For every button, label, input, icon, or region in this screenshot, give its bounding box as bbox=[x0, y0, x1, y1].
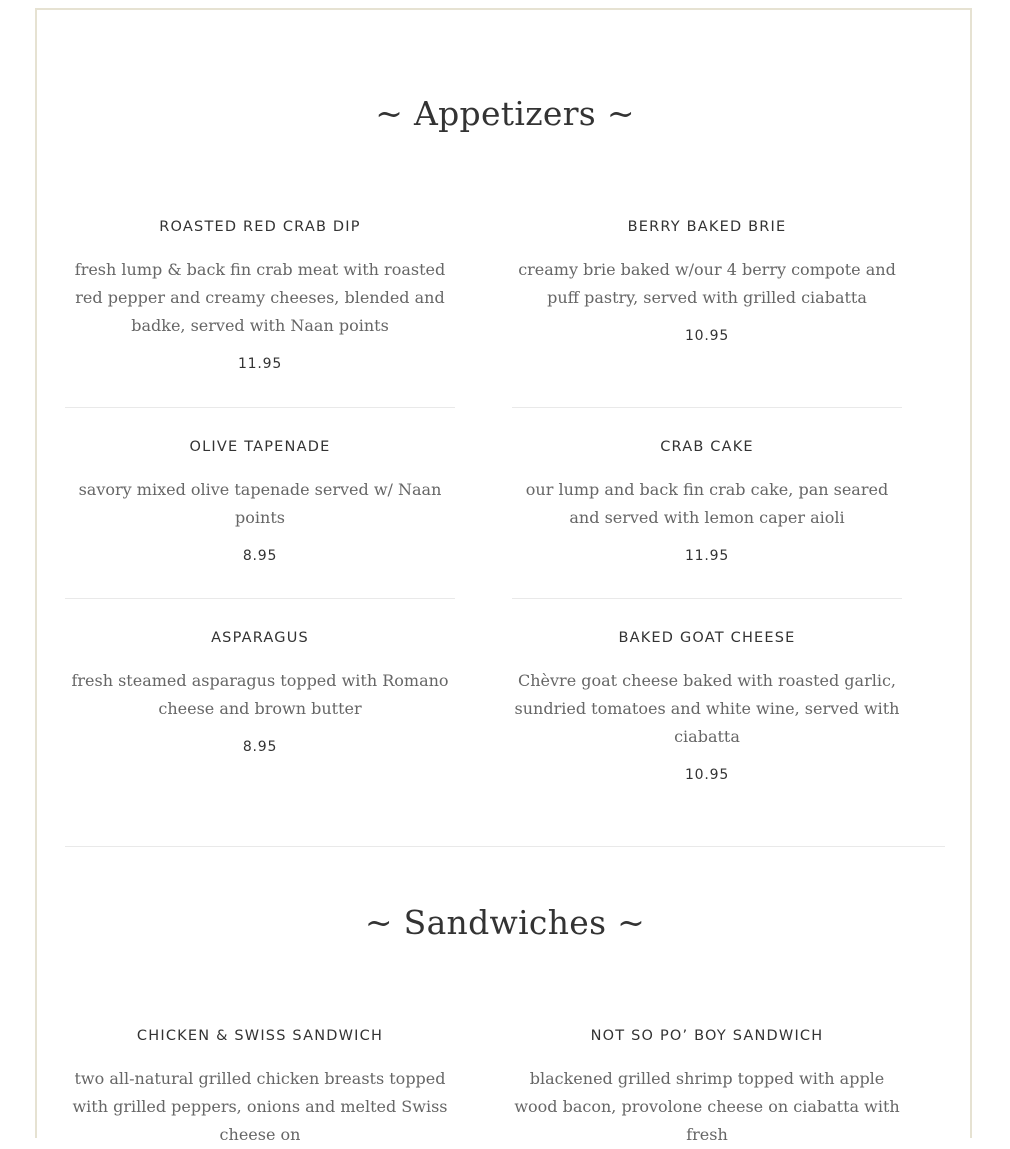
item-description: Chèvre goat cheese baked with roasted garlic, sundried tomatoes and white wine, served with ciabatta bbox=[514, 671, 900, 746]
item-price: 8.95 bbox=[242, 548, 278, 564]
item-name: BAKED GOAT CHEESE bbox=[618, 630, 796, 646]
item-price: 11.95 bbox=[684, 548, 730, 564]
menu-item-asparagus bbox=[65, 628, 455, 757]
divider bbox=[512, 598, 902, 599]
menu-item-berry-baked-brie bbox=[512, 217, 902, 346]
item-description: blackened grilled shrimp topped with apple wood bacon, provolone cheese on ciabatta with fresh bbox=[514, 1069, 900, 1144]
appetizers-title: ~ Appetizers ~ bbox=[375, 94, 635, 133]
menu-item-chicken-swiss-sandwich bbox=[65, 1026, 455, 1149]
menu-item-not-so-po-boy-sandwich bbox=[512, 1026, 902, 1149]
item-description: fresh lump & back fin crab meat with roasted red pepper and creamy cheeses, blended and badke, served with Naan points bbox=[74, 260, 446, 335]
item-price: 8.95 bbox=[242, 739, 278, 755]
menu-item-roasted-red-crab-dip bbox=[65, 217, 455, 374]
item-name: BERRY BAKED BRIE bbox=[627, 219, 787, 235]
item-price: 11.95 bbox=[237, 356, 283, 372]
item-name: CRAB CAKE bbox=[660, 439, 754, 455]
item-name: ASPARAGUS bbox=[211, 630, 309, 646]
sandwiches-title: ~ Sandwiches ~ bbox=[364, 903, 646, 942]
item-name: ROASTED RED CRAB DIP bbox=[159, 219, 361, 235]
menu-item-olive-tapenade bbox=[65, 437, 455, 566]
divider bbox=[65, 407, 455, 408]
divider bbox=[512, 407, 902, 408]
item-description: savory mixed olive tapenade served w/ Naan points bbox=[78, 480, 442, 527]
item-price: 10.95 bbox=[684, 328, 730, 344]
item-name: NOT SO PO’ BOY SANDWICH bbox=[590, 1028, 824, 1044]
menu-item-baked-goat-cheese bbox=[512, 628, 902, 785]
item-description: our lump and back fin crab cake, pan seared and served with lemon caper aioli bbox=[525, 480, 889, 527]
item-name: OLIVE TAPENADE bbox=[189, 439, 331, 455]
item-name: CHICKEN & SWISS SANDWICH bbox=[136, 1028, 384, 1044]
item-price: 10.95 bbox=[684, 767, 730, 783]
item-description: two all-natural grilled chicken breasts topped with grilled peppers, onions and melted Swiss cheese on bbox=[72, 1069, 448, 1144]
section-divider bbox=[65, 846, 945, 847]
menu-item-crab-cake bbox=[512, 437, 902, 566]
item-description: creamy brie baked w/our 4 berry compote and puff pastry, served with grilled ciabatta bbox=[518, 260, 896, 307]
divider bbox=[65, 598, 455, 599]
item-description: fresh steamed asparagus topped with Romano cheese and brown butter bbox=[71, 671, 449, 718]
menu-frame bbox=[35, 8, 972, 1138]
